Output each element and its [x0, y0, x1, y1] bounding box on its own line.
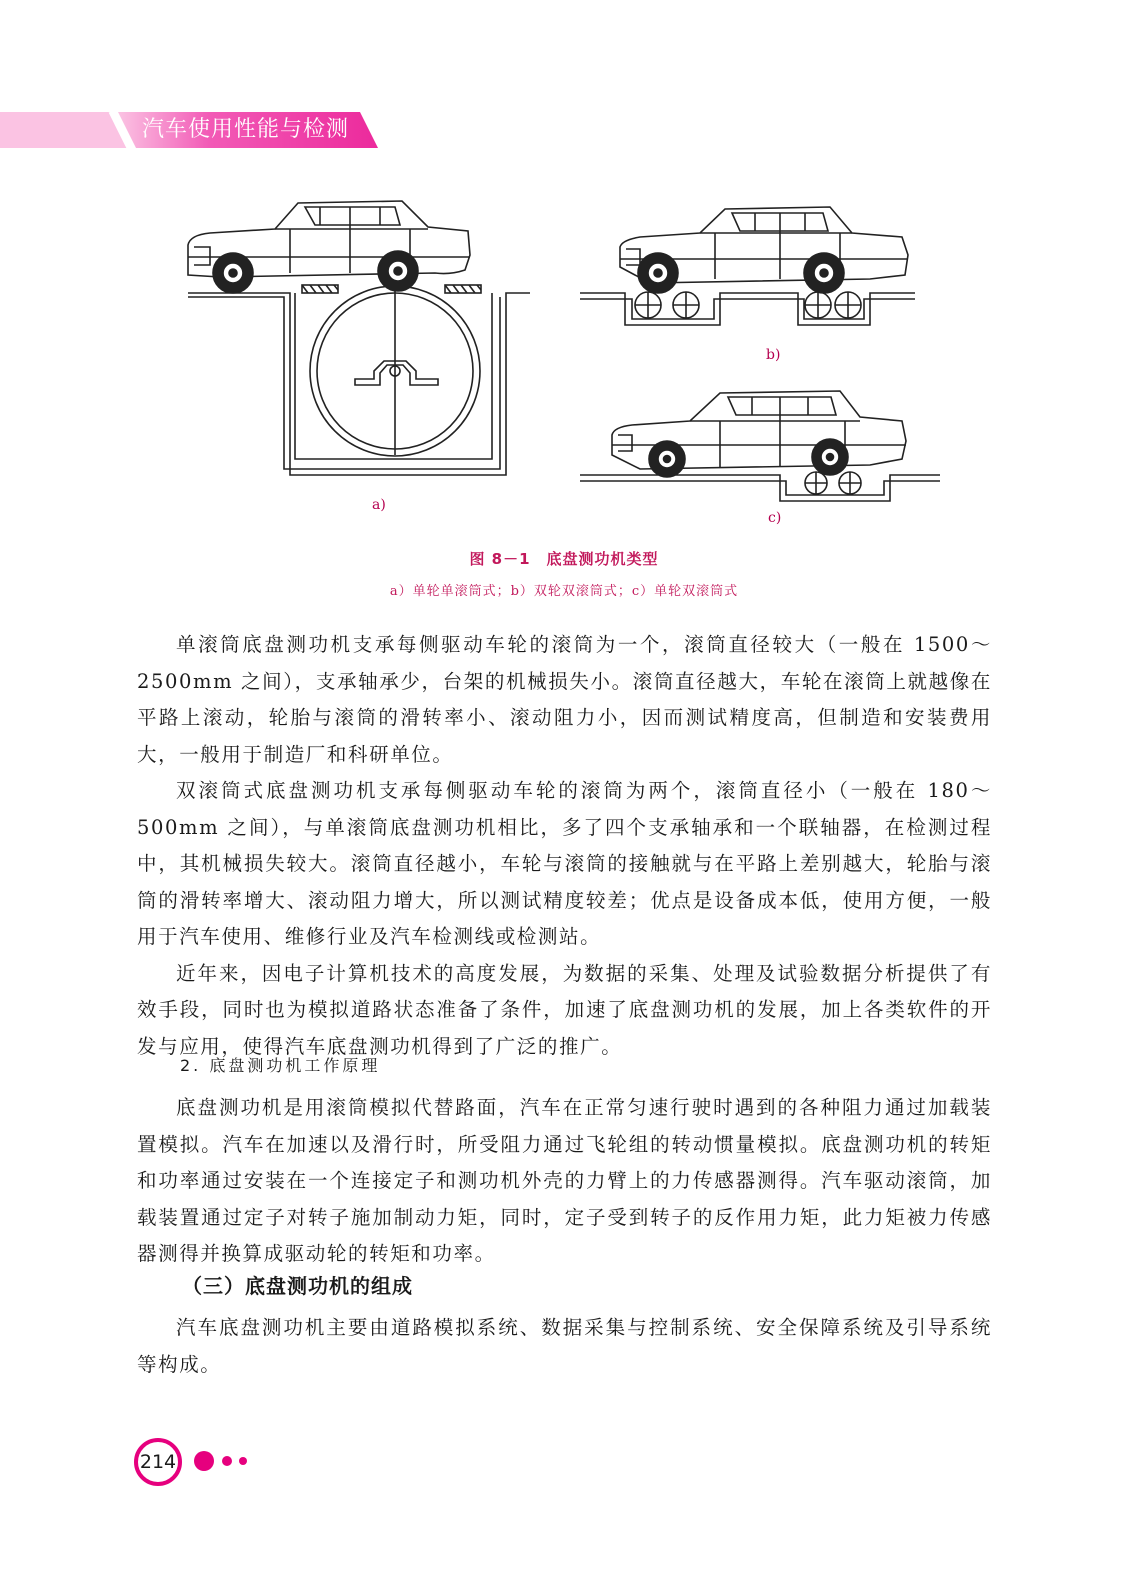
paragraph-single-roller: 单滚筒底盘测功机支承每侧驱动车轮的滚筒为一个，滚筒直径较大（一般在 1500～2500mm 之间），支承轴承少，台架的机械损失小。滚筒直径越大，车轮在滚筒上就越像在平路上滚动，轮胎与滚筒的滑转率小、滚动阻力小，因而测试精度高，但制造和安装费用大，一般用于制造厂和科研单位。 — [137, 633, 992, 766]
header-title: 汽车使用性能与检测 — [142, 117, 350, 142]
figure-caption-subtitle: a）单轮单滚筒式；b）双轮双滚筒式；c）单轮双滚筒式 — [389, 584, 739, 599]
body-paragraphs-3 — [137, 1310, 992, 1383]
dynamometer-diagram — [180, 185, 950, 535]
paragraph-working-principle: 底盘测功机是用滚筒模拟代替路面，汽车在正常匀速行驶时遇到的各种阻力通过加载装置模拟。汽车在加速以及滑行时，所受阻力通过飞轮组的转动惯量模拟。底盘测功机的转矩和功率通过安装在一个连接定子和测功机外壳的力臂上的力传感器测得。汽车驱动滚筒，加载装置通过定子对转子施加制动力矩，同时，定子受到转子的反作用力矩，此力矩被力传感器测得并换算成驱动轮的转矩和功率。 — [137, 1096, 992, 1265]
diagram-a-single-roller — [188, 201, 530, 475]
decor-dot-medium — [222, 1456, 232, 1466]
section-heading-composition: （三）底盘测功机的组成 — [182, 1274, 413, 1298]
label-b: b) — [766, 347, 781, 363]
paragraph-double-roller: 双滚筒式底盘测功机支承每侧驱动车轮的滚筒为两个，滚筒直径小（一般在 180～500mm 之间），与单滚筒底盘测功机相比，多了四个支承轴承和一个联轴器，在检测过程中，其机械损失较大。滚筒直径越小，车轮与滚筒的接触就与在平路上差别越大，轮胎与滚筒的滑转率增大、滚动阻力增大，所以测试精度较差；优点是设备成本低，使用方便，一般用于汽车使用、维修行业及汽车检测线或检测站。 — [137, 779, 992, 948]
decor-dot-small — [239, 1457, 247, 1465]
body-paragraphs-1 — [137, 627, 992, 1065]
figure-chassis-dynamometer-types — [180, 185, 950, 535]
body-paragraphs-2 — [137, 1090, 992, 1273]
running-header — [0, 112, 380, 148]
figure-caption-title: 图 8－1 底盘测功机类型 — [469, 550, 659, 568]
diagram-b-double-roller — [580, 207, 915, 325]
label-a: a) — [372, 497, 386, 513]
diagram-c-single-wheel-double-roller — [580, 391, 940, 501]
decor-dot-large — [194, 1451, 214, 1471]
label-c: c) — [768, 510, 782, 526]
paragraph-composition: 汽车底盘测功机主要由道路模拟系统、数据采集与控制系统、安全保障系统及引导系统等构成。 — [137, 1316, 992, 1376]
subheading-working-principle: 2. 底盘测功机工作原理 — [180, 1056, 381, 1075]
page-number: 214 — [134, 1438, 182, 1486]
paragraph-development: 近年来，因电子计算机技术的高度发展，为数据的采集、处理及试验数据分析提供了有效手段，同时也为模拟道路状态准备了条件，加速了底盘测功机的发展，加上各类软件的开发与应用，使得汽车底盘测功机得到了广泛的推广。 — [137, 961, 992, 1058]
